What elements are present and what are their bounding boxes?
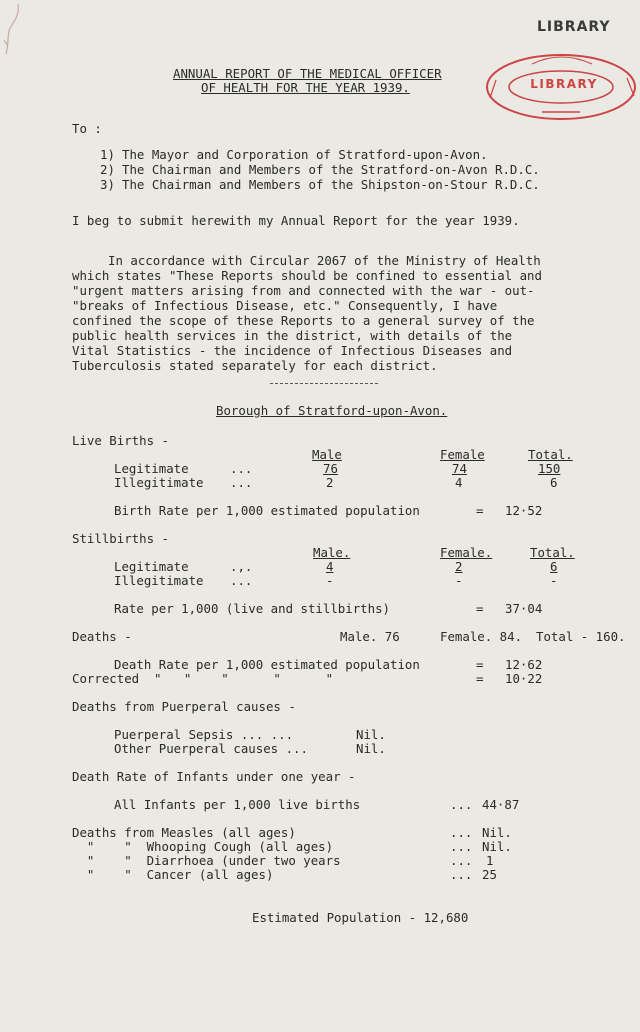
col-header-male: Male	[312, 447, 342, 462]
paragraph-line: "urgent matters arising from and connected with the war - out-	[72, 283, 535, 298]
col-header-female: Female.	[440, 545, 493, 560]
puerperal-row-value: Nil.	[356, 741, 386, 756]
infants-row-label: All Infants per 1,000 live births	[114, 797, 361, 812]
corrected-rate-label: Corrected " " " " "	[72, 671, 334, 686]
row-dots: .,.	[230, 559, 253, 574]
report-title-line1: ANNUAL REPORT OF THE MEDICAL OFFICER	[173, 66, 442, 81]
deaths-total: Total - 160.	[536, 629, 626, 644]
library-label: LIBRARY	[537, 19, 611, 35]
paragraph-line: In accordance with Circular 2067 of the Ministry of Health	[108, 253, 541, 268]
row-dots: ...	[230, 573, 253, 588]
deaths-female: Female. 84.	[440, 629, 523, 644]
other-deaths-row-label: " " Whooping Cough (all ages)	[72, 839, 334, 854]
corrected-rate-eq: =	[476, 671, 484, 686]
cell-female: 2	[455, 559, 463, 574]
paragraph-line: public health services in the district, with details of the	[72, 328, 513, 343]
infants-label: Death Rate of Infants under one year -	[72, 769, 356, 784]
row-dots: ...	[230, 461, 253, 476]
puerperal-row-value: Nil.	[356, 727, 386, 742]
cell-male: -	[326, 573, 334, 588]
corrected-rate-value: 10·22	[505, 671, 543, 686]
paragraph-line: which states "These Reports should be confined to essential and	[72, 268, 542, 283]
col-header-total: Total.	[528, 447, 573, 462]
paragraph-line: Tuberculosis stated separately for each district.	[72, 358, 438, 373]
deaths-label: Deaths -	[72, 629, 132, 644]
recipient-text: The Mayor and Corporation of Stratford-upon-Avon.	[122, 147, 488, 162]
cell-total: 150	[538, 461, 561, 476]
row-dots: ...	[230, 475, 253, 490]
stamp-text: LIBRARY	[530, 77, 598, 91]
recipient-num: 3)	[100, 177, 115, 192]
cell-total: 6	[550, 559, 558, 574]
birth-rate-eq: =	[476, 503, 484, 518]
cell-female: -	[455, 573, 463, 588]
cell-male: 76	[323, 461, 338, 476]
recipient-num: 1)	[100, 147, 115, 162]
stillbirth-rate-eq: =	[476, 601, 484, 616]
death-rate-value: 12·62	[505, 657, 543, 672]
row-label: Legitimate	[114, 461, 189, 476]
infants-row-dots: ...	[450, 797, 473, 812]
stillbirths-label: Stillbirths -	[72, 531, 169, 546]
death-rate-label: Death Rate per 1,000 estimated population	[114, 657, 420, 672]
infants-row-value: 44·87	[482, 797, 520, 812]
puerperal-row-label: Other Puerperal causes ...	[114, 741, 308, 756]
cell-female: 4	[455, 475, 463, 490]
other-deaths-row-value: 1	[486, 853, 494, 868]
row-label: Illegitimate	[114, 475, 204, 490]
other-deaths-row-value: 25	[482, 867, 497, 882]
col-header-total: Total.	[530, 545, 575, 560]
other-deaths-row-label: Deaths from Measles (all ages)	[72, 825, 296, 840]
deaths-male: Male. 76	[340, 629, 400, 644]
recipient-text: The Chairman and Members of the Shipston-on-Stour R.D.C.	[122, 177, 540, 192]
row-label: Illegitimate	[114, 573, 204, 588]
other-deaths-row-dots: ...	[450, 867, 473, 882]
recipient-num: 2)	[100, 162, 115, 177]
live-births-label: Live Births -	[72, 433, 169, 448]
cell-total: 6	[550, 475, 558, 490]
col-header-female: Female	[440, 447, 485, 462]
paragraph-line: confined the scope of these Reports to a general survey of the	[72, 313, 535, 328]
cell-female: 74	[452, 461, 467, 476]
other-deaths-row-dots: ...	[450, 853, 473, 868]
birth-rate-value: 12·52	[505, 503, 543, 518]
row-label: Legitimate	[114, 559, 189, 574]
other-deaths-row-value: Nil.	[482, 839, 512, 854]
pencil-mark-icon	[0, 0, 30, 60]
paragraph-line: "breaks of Infectious Disease, etc." Consequently, I have	[72, 298, 498, 313]
birth-rate-label: Birth Rate per 1,000 estimated population	[114, 503, 420, 518]
death-rate-eq: =	[476, 657, 484, 672]
cell-male: 4	[326, 559, 334, 574]
other-deaths-row-label: " " Cancer (all ages)	[72, 867, 274, 882]
other-deaths-row-dots: ...	[450, 839, 473, 854]
stillbirth-rate-value: 37·04	[505, 601, 543, 616]
paragraph-line: Vital Statistics - the incidence of Infectious Diseases and	[72, 343, 513, 358]
puerperal-row-label: Puerperal Sepsis ... ...	[114, 727, 294, 742]
col-header-male: Male.	[313, 545, 351, 560]
estimated-population: Estimated Population - 12,680	[252, 910, 469, 925]
recipient-text: The Chairman and Members of the Stratford-on-Avon R.D.C.	[122, 162, 540, 177]
submit-sentence: I beg to submit herewith my Annual Report for the year 1939.	[72, 213, 520, 228]
other-deaths-row-dots: ...	[450, 825, 473, 840]
report-title-line2: OF HEALTH FOR THE YEAR 1939.	[201, 80, 410, 95]
address-to: To :	[72, 121, 102, 136]
puerperal-label: Deaths from Puerperal causes -	[72, 699, 296, 714]
other-deaths-row-value: Nil.	[482, 825, 512, 840]
section-divider	[270, 383, 378, 384]
stillbirth-rate-label: Rate per 1,000 (live and stillbirths)	[114, 601, 391, 616]
library-stamp	[482, 50, 640, 124]
section-title: Borough of Stratford-upon-Avon.	[216, 403, 448, 418]
cell-male: 2	[326, 475, 334, 490]
cell-total: -	[550, 573, 558, 588]
other-deaths-row-label: " " Diarrhoea (under two years	[72, 853, 341, 868]
